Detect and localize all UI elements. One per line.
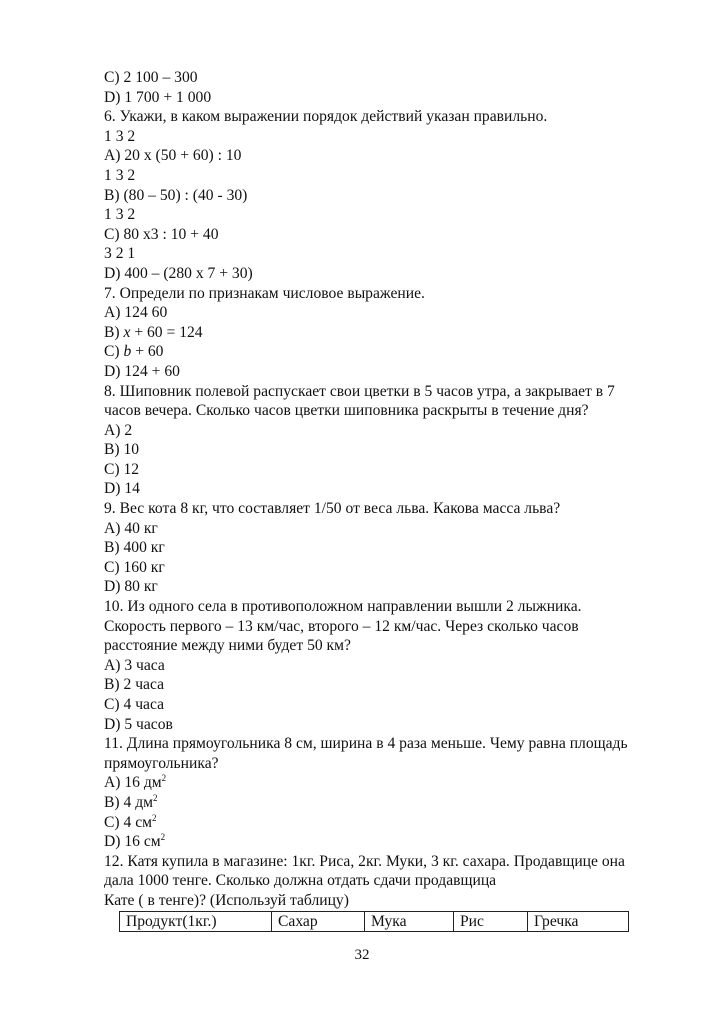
text-line: [104, 146, 684, 166]
table-cell: Сахар: [272, 912, 365, 932]
text-segment: B) 10: [104, 441, 140, 459]
text-segment: A) 124 60: [104, 304, 168, 322]
text-segment: D) 400 – (280 x 7 + 30): [104, 264, 253, 282]
text-line: [104, 813, 684, 833]
text-segment: 1 3 2: [104, 206, 136, 224]
text-segment: B) (80 – 50) : (40 - 30): [104, 186, 248, 204]
superscript: 2: [153, 792, 158, 803]
text-line: [104, 773, 684, 793]
text-segment: B) 2 часа: [104, 676, 164, 694]
text-segment: D) 124 + 60: [104, 362, 180, 380]
text-line: [104, 617, 684, 637]
italic-variable: b: [123, 343, 132, 361]
text-line: [104, 656, 684, 676]
text-line: [104, 68, 684, 88]
text-segment: + 60: [131, 343, 164, 361]
superscript: 2: [160, 832, 166, 843]
text-segment: C) 80 x3 : 10 + 40: [104, 225, 219, 243]
text-segment: C) 12: [104, 460, 140, 478]
text-segment: 3 2 1: [104, 245, 136, 263]
text-line: [104, 852, 684, 872]
text-line: [104, 323, 684, 343]
text-line: [104, 519, 684, 539]
text-segment: C) 160 кг: [104, 558, 165, 576]
text-segment: C) 4 часа: [104, 696, 164, 713]
text-segment: 6. Укажи, в каком выражении порядок действий указан правильно.: [104, 108, 548, 126]
text-line: [104, 205, 684, 225]
text-segment: C) 2 100 – 300: [104, 69, 198, 86]
text-line: [104, 127, 684, 147]
text-segment: A) 2: [104, 421, 133, 439]
text-line: [104, 793, 684, 813]
text-line: [104, 715, 684, 735]
superscript: 2: [161, 773, 167, 784]
text-line: [104, 734, 684, 754]
text-line: [104, 166, 684, 186]
text-line: [104, 538, 684, 558]
text-segment: B) 4 дм: [104, 793, 153, 811]
text-segment: A) 3 часа: [104, 656, 165, 674]
text-segment: A) 40 кг: [104, 519, 158, 537]
text-segment: 9. Вес кота 8 кг, что составляет 1/50 от веса льва. Какова масса льва?: [104, 500, 561, 518]
text-segment: D) 16 см: [104, 833, 161, 851]
text-line: [104, 303, 684, 323]
text-segment: C): [104, 343, 124, 361]
text-segment: D) 5 часов: [104, 715, 173, 733]
text-line: [104, 88, 684, 108]
text-line: [104, 636, 684, 656]
text-line: [104, 499, 684, 519]
text-segment: 10. Из одного села в противоположном направлении вышли 2 лыжника.: [104, 598, 582, 616]
text-segment: + 60 = 124: [130, 323, 203, 341]
text-line: [104, 577, 684, 597]
text-segment: расстояние между ними будет 50 км?: [104, 637, 351, 655]
text-segment: дала 1000 тенге. Сколько должна отдать сдачи продавщица: [104, 872, 497, 890]
text-line: [104, 186, 684, 206]
text-line: [104, 558, 684, 578]
text-segment: D) 80 кг: [104, 578, 158, 596]
text-segment: 1 3 2: [104, 127, 136, 145]
text-segment: A) 20 x (50 + 60) : 10: [104, 147, 242, 165]
text-line: [104, 479, 684, 499]
document-body: [104, 68, 684, 911]
table-cell: Рис: [454, 912, 528, 932]
text-segment: 7. Определи по признакам числовое выражение.: [104, 284, 425, 302]
superscript: 2: [151, 812, 157, 823]
table-cell: Мука: [365, 912, 454, 932]
text-line: [104, 754, 684, 774]
text-segment: Кате ( в тенге)? (Используй таблицу): [104, 891, 349, 909]
text-line: [104, 342, 684, 362]
text-line: [104, 264, 684, 284]
text-line: [104, 401, 684, 421]
text-segment: 12. Катя купила в магазине: 1кг. Риса, 2кг. Муки, 3 кг. сахара. Продавщице она: [104, 852, 625, 870]
text-line: [104, 107, 684, 127]
text-segment: B): [104, 323, 124, 341]
text-segment: C) 4 см: [104, 813, 152, 831]
text-line: [104, 695, 684, 715]
text-segment: Скорость первого – 13 км/час, второго – 12 км/час. Через сколько часов: [104, 617, 579, 635]
text-segment: 1 3 2: [104, 166, 136, 184]
table-cell: Гречка: [528, 912, 629, 932]
products-table: [119, 911, 629, 932]
text-line: [104, 284, 684, 304]
text-line: [104, 675, 684, 695]
text-segment: D) 1 700 + 1 000: [104, 88, 212, 106]
table-cell: Продукт(1кг.): [120, 912, 272, 932]
text-segment: прямоугольника?: [104, 754, 219, 772]
page-number: 32: [354, 947, 370, 963]
text-segment: B) 400 кг: [104, 539, 165, 557]
text-line: [104, 460, 684, 480]
text-line: [104, 362, 684, 382]
text-line: [104, 871, 684, 891]
italic-variable: x: [123, 323, 131, 341]
table-row: [120, 912, 629, 932]
text-line: [104, 832, 684, 852]
text-segment: 11. Длина прямоугольника 8 см, ширина в 4 раза меньше. Чему равна площадь: [104, 735, 628, 753]
text-segment: часов вечера. Сколько часов цветки шиповника раскрыты в течение дня?: [104, 402, 589, 420]
text-line: [104, 597, 684, 617]
text-segment: D) 14: [104, 480, 140, 498]
text-line: [104, 244, 684, 264]
text-line: [104, 421, 684, 441]
text-line: [104, 225, 684, 245]
text-line: [104, 382, 684, 402]
text-line: [104, 891, 684, 911]
text-segment: A) 16 дм: [104, 774, 162, 792]
text-segment: 8. Шиповник полевой распускает свои цветки в 5 часов утра, а закрывает в 7: [104, 382, 615, 400]
text-line: [104, 440, 684, 460]
